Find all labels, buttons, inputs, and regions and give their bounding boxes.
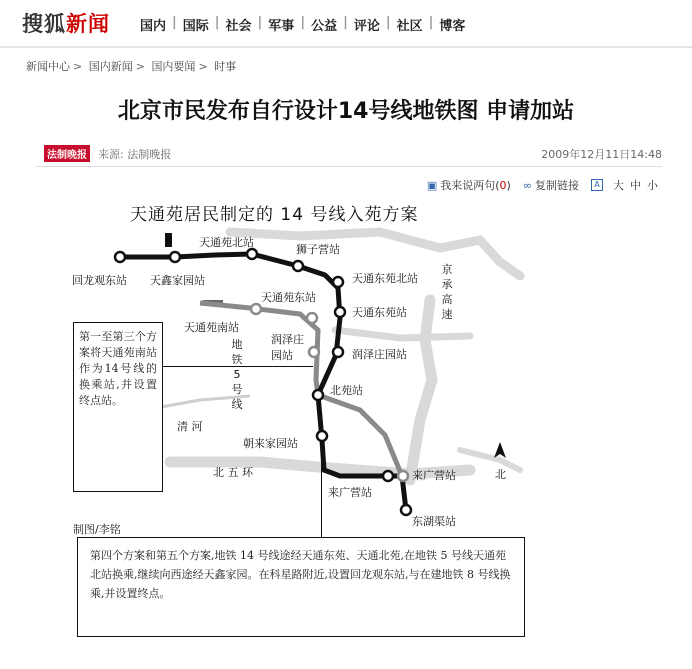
station-marker-tiantongyuan-east [307, 313, 317, 323]
font-size-large[interactable]: 大 [613, 179, 624, 192]
meta-divider [36, 166, 662, 167]
article-source [98, 146, 171, 162]
terminal-marker-north [165, 233, 172, 247]
site-logo[interactable] [22, 8, 110, 38]
breadcrumb-domestic-news[interactable]: 国内新闻 [88, 60, 133, 73]
nav-separator: | [300, 15, 306, 30]
nav-separator: | [257, 15, 263, 30]
station-marker-donghuqu [401, 505, 411, 515]
label-beiyuan: 北苑站 [330, 384, 363, 397]
label-tiantong-dongyuan: 天通东苑站 [352, 306, 407, 319]
label-tiantongyuan-south: 天通苑南站 [184, 321, 239, 334]
breadcrumb-domestic-headlines[interactable]: 国内要闻 [151, 60, 196, 73]
callout-connector-1 [163, 366, 313, 367]
label-shiziying: 狮子营站 [296, 243, 340, 256]
nav-domestic[interactable]: 国内 [140, 19, 167, 34]
station-marker-chaolai-jiayuan [317, 431, 327, 441]
nav-charity[interactable]: 公益 [311, 19, 338, 34]
font-size-small[interactable]: 小 [647, 179, 658, 192]
label-laiguangying-left: 来广营站 [328, 486, 372, 499]
map-note-2: 第四个方案和第五个方案,地铁 14 号线途经天通东苑、天通北苑,在地铁 5 号线天通苑北站换乘,继续向西途经天鑫家园。在科星路附近,设置回龙观东站,与在建地铁 8 号线换乘,并设置终点。 [77, 537, 525, 637]
station-marker-runze-zhuangyuan-right [333, 347, 343, 357]
label-north-fifth-ring: 北 五 环 [213, 466, 253, 479]
label-runze-zhuangyuan-left-1: 润泽庄 [271, 333, 304, 346]
article-headline: 北京市民发布自行设计14号线地铁图 申请加站 [117, 99, 575, 124]
breadcrumb-news-center[interactable]: 新闻中心 [26, 60, 70, 73]
station-marker-laiguangying-right [398, 471, 408, 481]
font-size-icon: A [591, 179, 603, 191]
breadcrumb [26, 58, 236, 74]
breadcrumb-separator: > [198, 60, 208, 73]
station-marker-runze-zhuangyuan-left [309, 347, 319, 357]
station-marker-tiantong-dongyuan-north [333, 277, 343, 287]
comment-link[interactable] [427, 177, 511, 193]
label-tiantongyuan-east: 天通苑东站 [261, 291, 316, 304]
nav-international[interactable]: 国际 [182, 19, 209, 34]
comment-count-open: ( [495, 178, 500, 192]
nav-blog[interactable]: 博客 [439, 19, 466, 34]
publish-time: 2009年12月11日14:48 [541, 148, 662, 161]
newspaper-logo: 法制晚报 [44, 145, 90, 162]
source-link[interactable]: 法制晚报 [127, 148, 172, 161]
line5-route [200, 303, 318, 395]
site-header [0, 0, 692, 46]
station-marker-tiantong-dongyuan [335, 307, 345, 317]
label-tiantongyuan-north: 天通苑北站 [199, 236, 254, 249]
copy-link-label: 复制链接 [535, 179, 579, 192]
breadcrumb-separator: > [135, 60, 145, 73]
nav-commentary[interactable]: 评论 [353, 19, 380, 34]
label-runze-zhuangyuan-right: 润泽庄园站 [352, 348, 407, 361]
comment-count: 0 [499, 178, 507, 192]
link-icon: ∞ [522, 178, 532, 192]
label-qinghe-river: 清 河 [177, 420, 203, 433]
comment-count-close: ) [506, 178, 511, 192]
main-nav [140, 15, 465, 34]
station-marker-laiguangying-left [383, 471, 393, 481]
article-tools [415, 177, 658, 193]
map-roads [170, 232, 520, 480]
label-donghuqu: 东湖渠站 [412, 515, 456, 528]
font-size-controls [591, 177, 658, 193]
map-note-1: 第一至第三个方案将天通苑南站作为14号线的换乘站,并设置终点站。 [73, 322, 163, 492]
breadcrumb-separator: > [73, 60, 83, 73]
north-arrow-label: 北 [495, 468, 506, 481]
label-tianxin-jiayuan: 天鑫家园站 [150, 274, 205, 287]
label-laiguangying-right: 来广营站 [412, 469, 456, 482]
comment-label: 我来说两句 [440, 179, 496, 192]
nav-separator: | [428, 15, 434, 30]
label-runze-zhuangyuan-left-2: 园站 [271, 349, 293, 362]
road-jingcheng [410, 300, 432, 480]
station-marker-tiantongyuan-south [251, 304, 261, 314]
nav-society[interactable]: 社会 [225, 19, 252, 34]
station-marker-beiyuan [313, 390, 323, 400]
article-meta [36, 143, 662, 163]
breadcrumb-current-affairs[interactable]: 时事 [214, 60, 237, 73]
font-size-medium[interactable]: 中 [630, 179, 641, 192]
label-jingcheng-expressway: 京承高速 [441, 263, 453, 321]
map-title: 天通苑居民制定的 14 号线入苑方案 [130, 205, 419, 225]
map-credit: 制图/李铭 [73, 523, 121, 536]
nav-community[interactable]: 社区 [396, 19, 423, 34]
source-label: 来源: [98, 148, 124, 161]
north-arrow-icon [494, 442, 506, 458]
station-marker-tiantongyuan-north [247, 249, 257, 259]
label-huilongguan-east: 回龙观东站 [72, 274, 127, 287]
logo-main: 搜狐 [22, 12, 66, 36]
nav-separator: | [385, 15, 391, 30]
station-marker-shiziying [293, 261, 303, 271]
logo-accent: 新闻 [66, 12, 110, 36]
comment-icon: ▣ [426, 178, 438, 192]
nav-separator: | [343, 15, 348, 30]
header-divider [0, 46, 692, 48]
station-marker-huilongguan-east [115, 252, 125, 262]
callout-connector-2 [321, 448, 322, 538]
road-middle [335, 330, 470, 338]
label-tiantong-dongyuan-north: 天通东苑北站 [352, 272, 418, 285]
copy-link-button[interactable] [523, 177, 579, 193]
nav-separator: | [172, 15, 177, 30]
label-chaolai-jiayuan: 朝来家园站 [243, 437, 298, 450]
nav-military[interactable]: 军事 [268, 19, 295, 34]
nav-separator: | [214, 15, 220, 30]
station-marker-tianxin-jiayuan [170, 252, 180, 262]
label-line5: 地铁5号线 [231, 338, 243, 411]
